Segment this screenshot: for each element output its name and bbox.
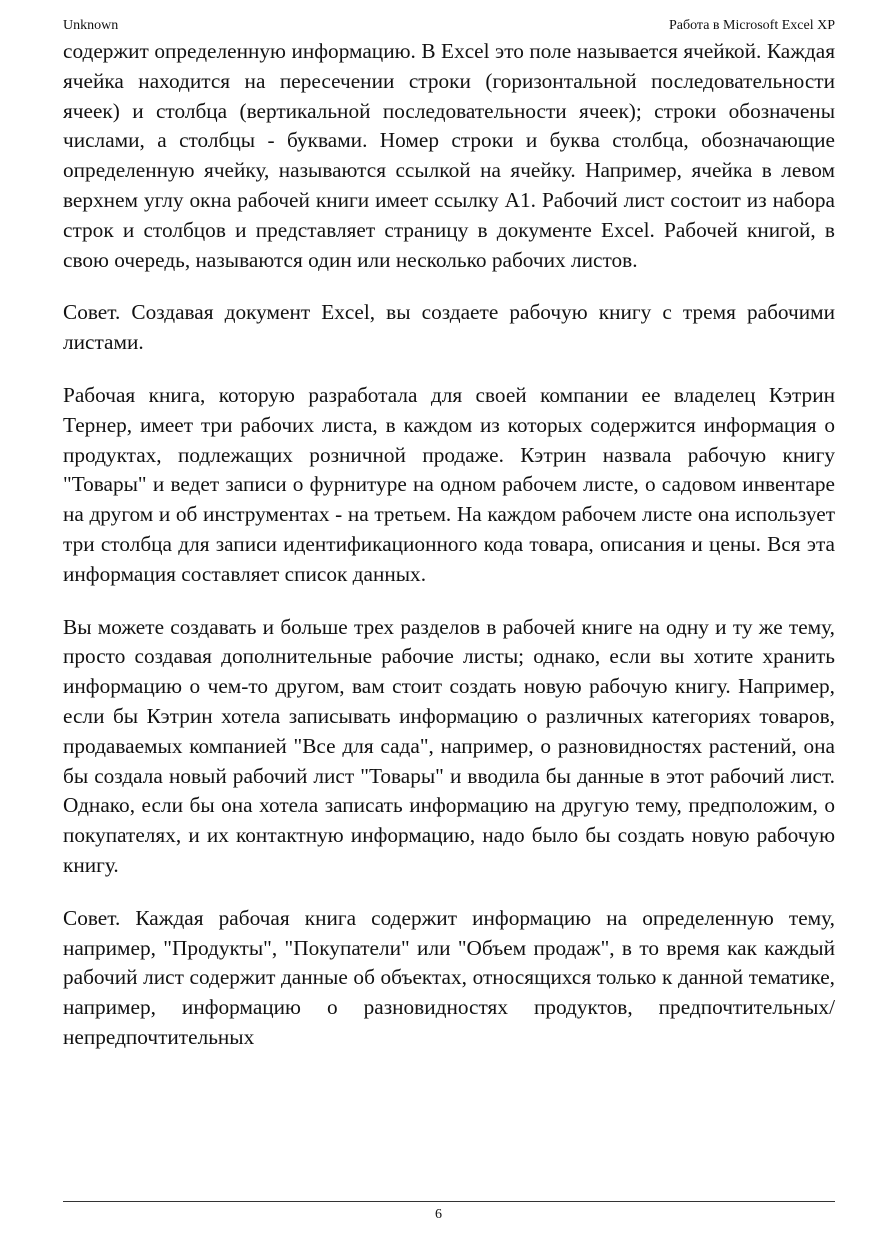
paragraph: содержит определенную информацию. В Excel это поле называется ячейкой. Каждая ячейка находится на пересечении строки (горизонтальной последовательности ячеек) и столбца (вертикальной последовательности ячеек); строки обозначены числами, а столбцы - буквами. Номер строки и буква столбца, обозначающие определенную ячейку, называются ссылкой на ячейку. Например, ячейка в левом верхнем углу окна рабочей книги имеет ссылку A1. Рабочий лист состоит из набора строк и столбцов и представляет страницу в документе Excel. Рабочей книгой, в свою очередь, называются один или несколько рабочих листов.: [63, 39, 835, 272]
paragraph: Совет. Создавая документ Excel, вы создаете рабочую книгу с тремя рабочими листами.: [63, 300, 835, 355]
paragraph: Вы можете создавать и больше трех разделов в рабочей книге на одну и ту же тему, просто создавая дополнительные рабочие листы; однако, если вы хотите хранить информацию о чем-то другом, вам стоит создать новую рабочую книгу. Например, если бы Кэтрин хотела записывать информацию о различных категориях товаров, продаваемых компанией "Все для сада", например, о разновидностях растений, она бы создала новый рабочий лист "Товары" и вводила бы данные в этот рабочий лист. Однако, если бы она хотела записать информацию на другую тему, предположим, о покупателях, и их контактную информацию, надо было бы создать новую рабочую книгу.: [63, 614, 835, 877]
page-number: 6: [435, 1207, 442, 1222]
paragraph: Рабочая книга, которую разработала для своей компании ее владелец Кэтрин Тернер, имеет три рабочих листа, в каждом из которых содержится информация о продуктах, подлежащих розничной продаже. Кэтрин назвала рабочую книгу "Товары" и ведет записи о фурнитуре на одном рабочем листе, о садовом инвентаре на другом и об инструментах - на третьем. На каждом рабочем листе она использует три столбца для записи идентификационного кода товара, описания и цены. Вся эта информация составляет список данных.: [63, 382, 835, 586]
header-right-text: Работа в Microsoft Excel XP: [668, 18, 835, 33]
document-body: [63, 37, 835, 1053]
paragraph: Совет. Каждая рабочая книга содержит информацию на определенную тему, например, "Продукты", "Покупатели" или "Объем продаж", в то время как каждый рабочий лист содержит данные об объектах, относящихся только к данной тематике, например, информацию о разновидностях продуктов, предпочтительных/непредпочтительных: [63, 905, 835, 1049]
footer-divider: [63, 1201, 835, 1202]
page-header: [63, 16, 835, 36]
header-left-text: Unknown: [63, 18, 119, 33]
